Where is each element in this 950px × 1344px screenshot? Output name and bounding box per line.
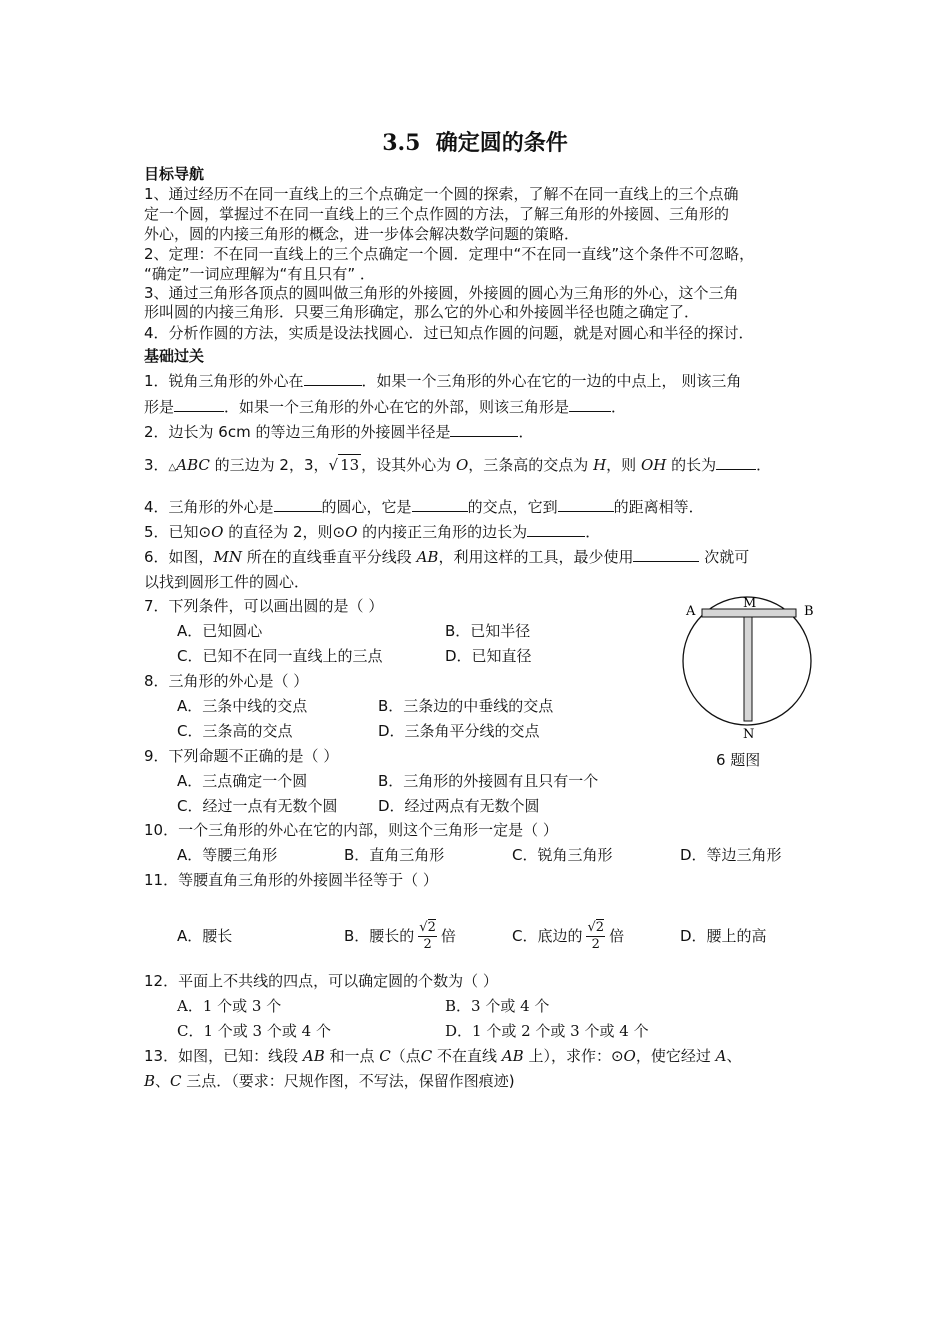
question-1-line2: 形是 ．如果一个三角形的外心在它的外部，则该三角形是 ．: [144, 398, 627, 416]
answer-blank[interactable]: [174, 397, 224, 412]
goal-line: 3、通过三角形各顶点的圆叫做三角形的外接圆，外接圆的圆心为三角形的外心，这个三角: [144, 284, 739, 302]
option-b[interactable]: B．三条边的中垂线的交点: [378, 697, 554, 715]
sqrt-icon: √: [587, 920, 596, 935]
answer-blank[interactable]: [527, 522, 585, 537]
goal-line: 4．分析作圆的方法，实质是设法找圆心．过已知点作圆的问题，就是对圆心和半径的探讨．: [144, 324, 754, 342]
option-d[interactable]: D．已知直径: [445, 647, 532, 665]
option-d[interactable]: D．1 个或 2 个或 3 个或 4 个: [445, 1022, 649, 1040]
section-heading-basics: 基础过关: [144, 347, 205, 365]
question-7: 7．下列条件，可以画出圆的是（ ）: [144, 597, 384, 615]
option-c[interactable]: C．经过一点有无数个圆: [177, 797, 338, 815]
goal-line: 2、定理：不在同一直线上的三个点确定一个圆．定理中“不在同一直线”这个条件不可忽略，: [144, 245, 755, 263]
label-n: N: [743, 727, 755, 742]
option-d[interactable]: D．三条角平分线的交点: [378, 722, 540, 740]
question-6-line2: 以找到圆形工件的圆心．: [144, 573, 310, 591]
answer-blank[interactable]: [569, 397, 611, 412]
option-a[interactable]: A．等腰三角形: [177, 846, 278, 864]
t-square-stem: [744, 617, 752, 721]
answer-blank[interactable]: [412, 497, 468, 512]
answer-blank[interactable]: [558, 497, 614, 512]
option-a[interactable]: A．腰长: [177, 927, 233, 945]
title-number: 3.5: [382, 130, 421, 156]
answer-blank[interactable]: [450, 422, 518, 437]
t-square-circle-figure: [680, 593, 820, 743]
question-13-line1: 13．如图，已知：线段 AB 和一点 C（点C 不在直线 AB 上），求作：⊙O，使它经过 A、: [144, 1047, 742, 1065]
option-b[interactable]: B．已知半径: [445, 622, 531, 640]
question-1-line1: 1．锐角三角形的外心在 ．如果一个三角形的外心在它的一边的中点上， 则该三角: [144, 372, 742, 390]
question-12: 12．平面上不共线的四点，可以确定圆的个数为（ ）: [144, 972, 498, 990]
question-4: 4．三角形的外心是 的圆心，它是 的交点，它到 的距离相等．: [144, 498, 704, 516]
option-c[interactable]: C．锐角三角形: [512, 846, 613, 864]
label-a: A: [686, 604, 696, 619]
answer-blank[interactable]: [716, 455, 756, 470]
option-a[interactable]: A．三条中线的交点: [177, 697, 308, 715]
question-5: 5．已知⊙O 的直径为 2，则⊙O 的内接正三角形的边长为 ．: [144, 523, 601, 541]
fraction: $\frac{√2}{2}$: [587, 920, 605, 952]
option-b[interactable]: B．直角三角形: [344, 846, 445, 864]
fraction: $\frac{√2}{2}$: [419, 920, 436, 952]
option-b[interactable]: B．三角形的外接圆有且只有一个: [378, 772, 599, 790]
option-b[interactable]: B．3 个或 4 个: [445, 997, 550, 1015]
option-c[interactable]: C．三条高的交点: [177, 722, 293, 740]
question-2: 2．边长为 6cm 的等边三角形的外接圆半径是 ．: [144, 423, 534, 441]
title-text: 确定圆的条件: [435, 131, 568, 156]
option-a[interactable]: A．1 个或 3 个: [177, 997, 282, 1015]
question-10: 10．一个三角形的外心在它的内部，则这个三角形一定是（ ）: [144, 821, 558, 839]
answer-blank[interactable]: [633, 547, 699, 562]
answer-blank[interactable]: [304, 371, 362, 386]
option-d[interactable]: D．经过两点有无数个圆: [378, 797, 540, 815]
question-3: 3．△ABC 的三边为 2，3，√ 13 ，设其外心为 O，三条高的交点为 H，则 OH 的长为 ．: [144, 456, 772, 474]
label-m: M: [743, 596, 757, 611]
question-6-line1: 6．如图，MN 所在的直线垂直平分线段 AB，利用这样的工具，最少使用 次就可: [144, 548, 750, 566]
option-c[interactable]: C．1 个或 3 个或 4 个: [177, 1022, 331, 1040]
option-c[interactable]: C．底边的 $\frac{√2}{2}$ 倍: [512, 920, 625, 952]
sqrt-icon: √: [328, 456, 339, 474]
option-d[interactable]: D．腰上的高: [680, 927, 767, 945]
option-a[interactable]: A．三点确定一个圆: [177, 772, 308, 790]
label-b: B: [804, 604, 814, 619]
option-b[interactable]: B．腰长的 $\frac{√2}{2}$ 倍: [344, 920, 456, 952]
answer-blank[interactable]: [274, 497, 322, 512]
goal-line: 外心，圆的内接三角形的概念，进一步体会解决数学问题的策略．: [144, 225, 580, 243]
option-d[interactable]: D．等边三角形: [680, 846, 782, 864]
triangle-symbol: △: [168, 462, 177, 473]
question-9: 9．下列命题不正确的是（ ）: [144, 747, 339, 765]
option-a[interactable]: A．已知圆心: [177, 622, 263, 640]
question-8: 8．三角形的外心是（ ）: [144, 672, 309, 690]
question-13-line2: B、C 三点．（要求：尺规作图，不写法，保留作图痕迹): [144, 1072, 515, 1090]
figure-caption: 6 题图: [716, 751, 761, 769]
page-title: [0, 126, 950, 157]
goal-line: 形叫圆的内接三角形．只要三角形确定，那么它的外心和外接圆半径也随之确定了．: [144, 303, 700, 321]
goal-line: 定一个圆，掌握过不在同一直线上的三个点作圆的方法，了解三角形的外接圆、三角形的: [144, 205, 730, 223]
question-11: 11．等腰直角三角形的外接圆半径等于（ ）: [144, 871, 438, 889]
option-c[interactable]: C．已知不在同一直线上的三点: [177, 647, 383, 665]
goal-line: 1、通过经历不在同一直线上的三个点确定一个圆的探索，了解不在同一直线上的三个点确: [144, 185, 739, 203]
sqrt-icon: √: [419, 920, 428, 935]
section-heading-goals: 目标导航: [144, 165, 205, 183]
goal-line: “确定”一词应理解为“有且只有” ．: [144, 265, 375, 283]
